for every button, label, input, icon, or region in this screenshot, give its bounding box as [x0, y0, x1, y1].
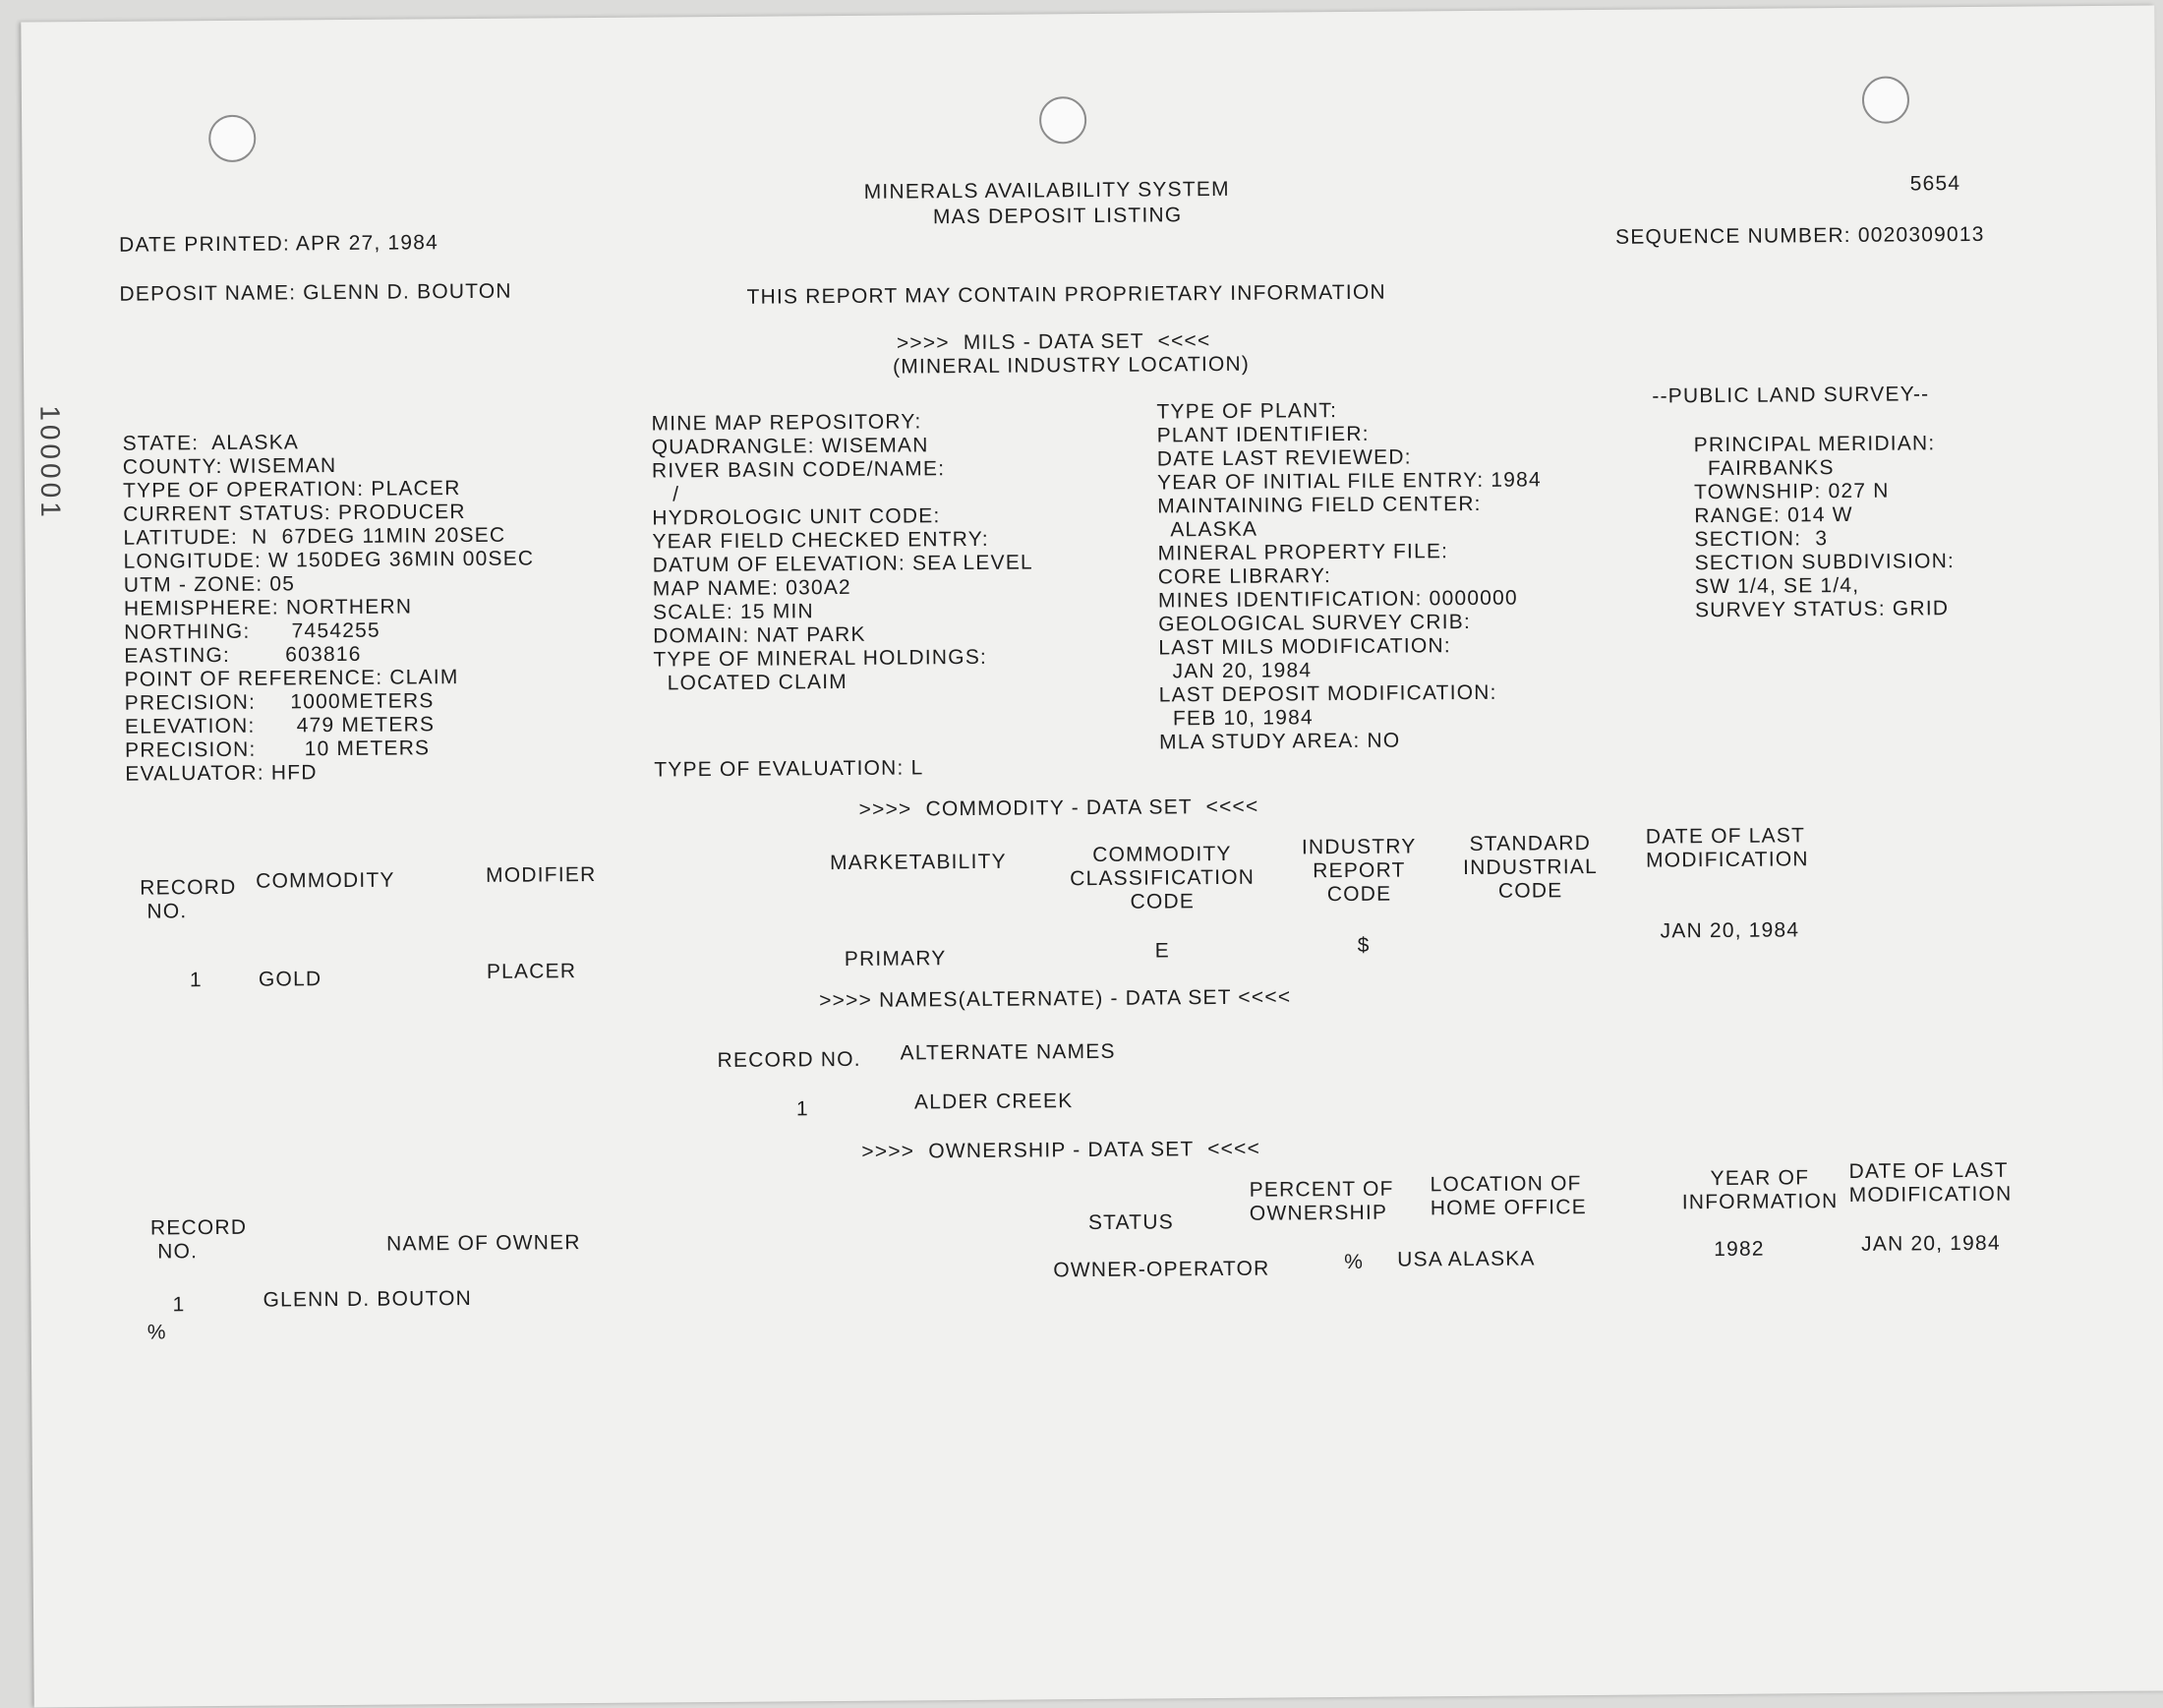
- mils-subtitle: (MINERAL INDUSTRY LOCATION): [892, 352, 1251, 379]
- field-line: SURVEY STATUS: GRID: [1694, 597, 1950, 622]
- ownership-row-year: 1982: [1714, 1237, 1765, 1262]
- commodity-header-date-last-mod: DATE OF LAST MODIFICATION: [1645, 824, 1809, 872]
- field-line: DATE LAST REVIEWED:: [1156, 445, 1412, 471]
- commodity-header-industry-report: INDUSTRY REPORT CODE: [1301, 835, 1417, 907]
- ownership-header-location: LOCATION OF HOME OFFICE: [1430, 1172, 1587, 1220]
- field-line: SECTION SUBDIVISION:: [1694, 550, 1956, 575]
- ownership-footnote: %: [146, 1321, 167, 1344]
- margin-stamp: 100001: [34, 405, 67, 521]
- map-fields: [651, 409, 1033, 695]
- commodity-header-classification: COMMODITY CLASSIFICATION CODE: [1070, 842, 1256, 913]
- commodity-row-modifier: PLACER: [486, 960, 577, 983]
- field-line: YEAR FIELD CHECKED ENTRY:: [652, 527, 989, 554]
- field-line: UTM - ZONE: 05: [123, 572, 296, 597]
- commodity-header-modifier: MODIFIER: [486, 862, 597, 887]
- field-line: GEOLOGICAL SURVEY CRIB:: [1158, 610, 1472, 636]
- field-line: MINERAL PROPERTY FILE:: [1157, 540, 1449, 565]
- commodity-row-industry-report: $: [1357, 933, 1371, 957]
- commodity-header-marketability: MARKETABILITY: [829, 850, 1007, 875]
- field-line: LAST DEPOSIT MODIFICATION:: [1158, 680, 1497, 707]
- commodity-header-standard-industrial: STANDARD INDUSTRIAL CODE: [1463, 832, 1599, 903]
- ownership-row-date-last-mod: JAN 20, 1984: [1861, 1231, 2001, 1256]
- sequence-number: SEQUENCE NUMBER: 0020309013: [1614, 222, 1985, 249]
- system-title: MINERALS AVAILABILITY SYSTEM: [863, 177, 1230, 204]
- field-line: EASTING: 603816: [124, 642, 362, 668]
- field-line: YEAR OF INITIAL FILE ENTRY: 1984: [1156, 468, 1542, 495]
- field-line: CURRENT STATUS: PRODUCER: [123, 501, 466, 526]
- field-line: ALASKA: [1157, 517, 1258, 542]
- field-line: MAINTAINING FIELD CENTER:: [1157, 492, 1482, 518]
- names-header-record-no: RECORD NO.: [717, 1047, 861, 1073]
- field-line: NORTHING: 7454255: [124, 618, 380, 644]
- field-line: MAP NAME: 030A2: [652, 575, 851, 601]
- field-line: PRECISION: 10 METERS: [125, 736, 431, 762]
- field-line: MINE MAP REPOSITORY:: [651, 410, 922, 436]
- field-line: RIVER BASIN CODE/NAME:: [651, 457, 946, 483]
- field-line: MLA STUDY AREA: NO: [1159, 729, 1401, 754]
- field-line: SECTION: 3: [1694, 527, 1829, 552]
- field-line: LAST MILS MODIFICATION:: [1158, 634, 1451, 660]
- land-survey-fields: [1694, 432, 1956, 622]
- field-line: MINES IDENTIFICATION: 0000000: [1157, 586, 1518, 613]
- deposit-name: DEPOSIT NAME: GLENN D. BOUTON: [119, 279, 512, 306]
- ownership-header-owner: NAME OF OWNER: [385, 1231, 581, 1256]
- field-line: LONGITUDE: W 150DEG 36MIN 00SEC: [123, 547, 535, 573]
- commodity-title: >>>> COMMODITY - DATA SET <<<<: [858, 795, 1259, 821]
- page-number: 5654: [1909, 172, 1961, 196]
- field-line: SW 1/4, SE 1/4,: [1694, 573, 1860, 599]
- commodity-row-date-last-mod: JAN 20, 1984: [1660, 918, 1800, 943]
- field-line: FAIRBANKS: [1693, 456, 1835, 481]
- field-line: HEMISPHERE: NORTHERN: [123, 595, 413, 620]
- commodity-row-marketability: PRIMARY: [844, 947, 947, 971]
- names-title: >>>> NAMES(ALTERNATE) - DATA SET <<<<: [819, 985, 1292, 1013]
- commodity-header-commodity: COMMODITY: [256, 868, 395, 893]
- ownership-header-percent: PERCENT OF OWNERSHIP: [1249, 1177, 1394, 1225]
- field-line: SCALE: 15 MIN: [652, 600, 814, 624]
- field-line: COUNTY: WISEMAN: [122, 454, 337, 479]
- type-of-evaluation: TYPE OF EVALUATION: L: [654, 756, 924, 782]
- field-line: TYPE OF PLANT:: [1156, 399, 1338, 424]
- field-line: PRECISION: 1000METERS: [124, 689, 435, 715]
- commodity-row-record-no: 1: [189, 969, 203, 992]
- field-line: ELEVATION: 479 METERS: [124, 713, 436, 738]
- field-line: QUADRANGLE: WISEMAN: [651, 434, 929, 459]
- listing-title: MAS DEPOSIT LISTING: [932, 204, 1183, 229]
- field-line: JAN 20, 1984: [1158, 659, 1313, 683]
- file-fields: [1156, 397, 1544, 754]
- field-line: CORE LIBRARY:: [1157, 564, 1332, 589]
- field-line: FEB 10, 1984: [1158, 706, 1314, 731]
- mils-title: >>>> MILS - DATA SET <<<<: [896, 329, 1211, 355]
- commodity-row-commodity: GOLD: [258, 968, 322, 991]
- names-header-alternate: ALTERNATE NAMES: [900, 1039, 1116, 1065]
- field-line: STATE: ALASKA: [122, 431, 300, 455]
- proprietary-notice: THIS REPORT MAY CONTAIN PROPRIETARY INFORMATION: [746, 280, 1386, 309]
- field-line: PLANT IDENTIFIER:: [1156, 422, 1370, 447]
- names-row-record-no: 1: [795, 1097, 809, 1121]
- field-line: POINT OF REFERENCE: CLAIM: [124, 666, 459, 691]
- field-line: TOWNSHIP: 027 N: [1694, 479, 1890, 504]
- ownership-title: >>>> OWNERSHIP - DATA SET <<<<: [861, 1137, 1261, 1163]
- punch-hole-center: [1039, 96, 1086, 144]
- field-line: HYDROLOGIC UNIT CODE:: [652, 504, 941, 530]
- ownership-row-percent: %: [1344, 1250, 1365, 1274]
- public-land-survey-title: --PUBLIC LAND SURVEY--: [1652, 383, 1930, 408]
- field-line: LOCATED CLAIM: [653, 670, 848, 695]
- location-fields: [123, 429, 536, 786]
- commodity-row-classification: E: [1154, 939, 1171, 963]
- names-row-alternate: ALDER CREEK: [913, 1090, 1074, 1114]
- punch-hole-right: [1862, 76, 1909, 123]
- field-line: /: [652, 483, 680, 506]
- ownership-header-record-no: RECORD NO.: [149, 1215, 248, 1264]
- printout-sheet: [21, 6, 2163, 1708]
- field-line: TYPE OF MINERAL HOLDINGS:: [653, 645, 988, 672]
- ownership-row-status: OWNER-OPERATOR: [1053, 1257, 1270, 1282]
- field-line: TYPE OF OPERATION: PLACER: [122, 477, 461, 502]
- ownership-header-date-last-mod: DATE OF LAST MODIFICATION: [1848, 1158, 2013, 1207]
- field-line: PRINCIPAL MERIDIAN:: [1693, 432, 1936, 457]
- punch-hole-left: [208, 115, 256, 162]
- ownership-row-location: USA ALASKA: [1397, 1247, 1536, 1271]
- ownership-row-record-no: 1: [172, 1293, 186, 1317]
- field-line: DATUM OF ELEVATION: SEA LEVEL: [652, 551, 1033, 577]
- ownership-header-year: YEAR OF INFORMATION: [1681, 1166, 1839, 1214]
- ownership-row-owner: GLENN D. BOUTON: [263, 1286, 473, 1312]
- field-line: LATITUDE: N 67DEG 11MIN 20SEC: [123, 523, 506, 550]
- date-printed: DATE PRINTED: APR 27, 1984: [118, 231, 439, 257]
- field-line: DOMAIN: NAT PARK: [653, 622, 866, 648]
- field-line: EVALUATOR: HFD: [125, 761, 318, 786]
- ownership-header-status: STATUS: [1087, 1210, 1174, 1235]
- commodity-header-record-no: RECORD NO.: [140, 875, 237, 923]
- field-line: RANGE: 014 W: [1694, 502, 1853, 528]
